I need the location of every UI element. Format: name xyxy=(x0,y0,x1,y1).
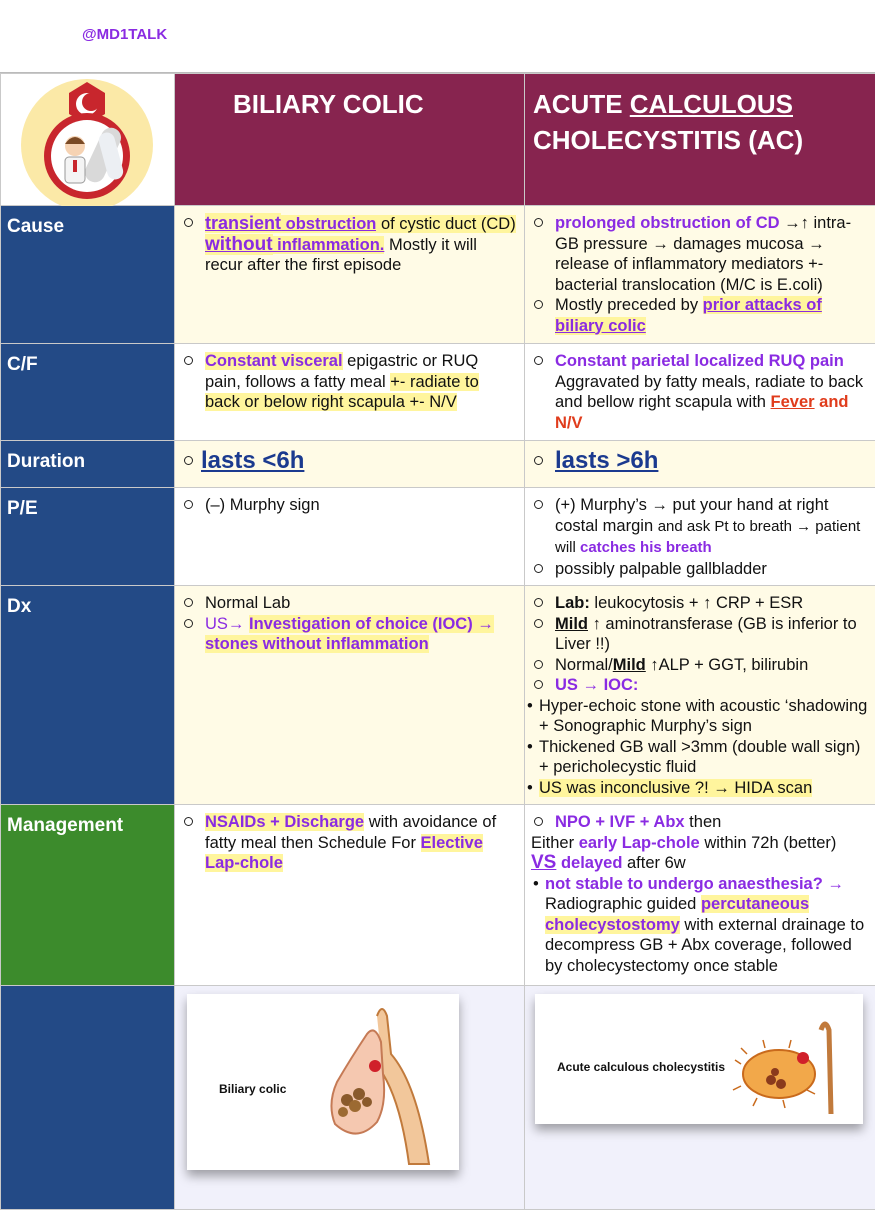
cf-ac-detail xyxy=(531,372,869,434)
cell-cf-bc xyxy=(175,344,525,441)
text-alp: ↑ALP + GGT, bilirubin xyxy=(646,656,808,674)
row-cf xyxy=(1,344,875,441)
row-dx xyxy=(1,586,875,805)
text-constant-visceral: Constant visceral xyxy=(205,352,343,370)
text-recur: Mostly it will recur after the first episode xyxy=(205,236,477,275)
text-nv: and N/V xyxy=(555,393,849,432)
management-ac-bullet xyxy=(531,874,869,977)
text-ask-breath: and ask Pt to breath → patient will xyxy=(555,518,860,557)
header-row xyxy=(1,74,875,206)
figure-label-ac: Acute calculous cholecystitis xyxy=(557,1060,725,1074)
text-without: without xyxy=(205,234,273,255)
management-ac-line-2 xyxy=(531,833,869,854)
row-label-dx: Dx xyxy=(1,586,175,805)
row-management xyxy=(1,805,875,986)
dx-ac-bullet-3 xyxy=(525,778,869,799)
text-then: then xyxy=(685,813,722,831)
text-ioc-stones: Investigation of choice (IOC) → stones without inflammation xyxy=(205,615,494,654)
text-prior-attacks: prior attacks of biliary colic xyxy=(555,296,822,335)
row-label-figures xyxy=(1,986,175,1210)
cause-ac-item-1 xyxy=(531,213,869,295)
dx-ac-bullet-1: • Hyper-echoic stone with acoustic ‘shadowing + Sonographic Murphy’s sign xyxy=(525,696,869,737)
dx-bc-item-1: Normal Lab xyxy=(181,593,518,614)
row-pe xyxy=(1,488,875,586)
cell-cause-bc xyxy=(175,206,525,344)
header-title-ac xyxy=(525,74,875,158)
dx-ac-item-3 xyxy=(531,655,869,676)
management-ac-line-3 xyxy=(531,853,869,874)
dx-ac-bullet-2: • Thickened GB wall >3mm (double wall sign) + pericholecystic fluid xyxy=(525,737,869,778)
text-pressure: →↑ intra-GB pressure → damages mucosa → release of inflammatory mediators +- bacterial translocation (M/C is E.coli) xyxy=(555,214,851,294)
cell-management-ac xyxy=(525,805,875,986)
duration-bc-item xyxy=(181,451,518,474)
text-either: Either xyxy=(531,834,579,852)
cell-duration-ac xyxy=(525,441,875,488)
cause-bc-item xyxy=(181,213,518,276)
text-lasts-more-6h: lasts >6h xyxy=(555,447,658,474)
text-obstruction: obstruction xyxy=(281,215,376,233)
brand-handle: @MD1TALK xyxy=(82,26,167,43)
text-inflammation: inflammation. xyxy=(273,236,385,254)
dx-ac-item-2 xyxy=(531,614,869,655)
row-label-duration: Duration xyxy=(1,441,175,488)
pe-ac-item-1 xyxy=(531,495,869,559)
duration-ac-item xyxy=(531,451,869,474)
text-cystic-duct: of cystic duct (CD) xyxy=(376,215,515,233)
dx-ac-item-4 xyxy=(531,675,869,696)
cell-figure-ac xyxy=(525,986,875,1210)
row-label-management: Management xyxy=(1,805,175,986)
text-murphy-positive: (+) Murphy’s → put your hand at right costal margin xyxy=(555,496,828,535)
figure-acute-cholecystitis xyxy=(535,994,863,1124)
text-hida: US was inconclusive ?! → HIDA scan xyxy=(539,779,812,797)
text-catches-breath: catches his breath xyxy=(580,539,712,556)
cell-figure-bc xyxy=(175,986,525,1210)
dx-ac-item-1 xyxy=(531,593,869,614)
management-ac-item xyxy=(531,812,869,833)
cf-ac-item xyxy=(531,351,869,372)
cell-cf-ac xyxy=(525,344,875,441)
management-bc-item xyxy=(181,812,518,874)
text-percutaneous: percutaneous cholecystostomy xyxy=(545,895,809,934)
row-label-pe: P/E xyxy=(1,488,175,586)
text-constant-parietal: Constant parietal localized RUQ pain xyxy=(555,352,844,370)
text-npo: NPO + IVF + Abx xyxy=(555,813,685,831)
text-72h: within 72h (better) xyxy=(700,834,837,852)
gallbladder-stones-icon xyxy=(187,994,459,1170)
text-prolonged: prolonged obstruction of CD xyxy=(555,214,780,232)
text-us-ioc: US → IOC: xyxy=(555,676,638,694)
row-duration xyxy=(1,441,875,488)
text-drainage: with external drainage to decompress GB + Abx coverage, followed by cholecystectomy once stable xyxy=(545,916,864,975)
row-figures xyxy=(1,986,875,1210)
logo xyxy=(1,74,175,204)
header-biliary-colic xyxy=(175,74,525,206)
text-epigastric: epigastric or RUQ pain, follows a fatty meal xyxy=(205,352,478,391)
text-nsaids: NSAIDs + Discharge xyxy=(205,813,364,831)
cell-pe-ac xyxy=(525,488,875,586)
logo-cell xyxy=(1,74,175,206)
cell-dx-ac xyxy=(525,586,875,805)
text-vs: VS xyxy=(531,852,556,873)
comparison-table xyxy=(0,73,875,1210)
text-avoidance: with avoidance of fatty meal then Schedule For xyxy=(205,813,496,852)
row-cause xyxy=(1,206,875,344)
text-6w: after 6w xyxy=(622,854,685,872)
text-elective: Elective Lap-chole xyxy=(205,834,483,873)
pe-bc-item: (–) Murphy sign xyxy=(181,495,518,516)
text-not-stable: not stable to undergo anaesthesia? → xyxy=(545,875,844,893)
text-preceded: Mostly preceded by xyxy=(555,296,703,314)
header-ac-part1: ACUTE xyxy=(533,89,630,119)
text-mild: Mild xyxy=(555,615,588,633)
header-title-bc: BILIARY COLIC xyxy=(175,74,524,122)
figure-biliary-colic xyxy=(187,994,459,1170)
text-leukocytosis: leukocytosis + ↑ CRP + ESR xyxy=(590,594,803,612)
cell-dx-bc xyxy=(175,586,525,805)
row-label-cause: Cause xyxy=(1,206,175,344)
header-acute-cholecystitis xyxy=(525,74,875,206)
text-transient: transient xyxy=(205,213,281,233)
text-delayed: delayed xyxy=(556,854,622,872)
text-us-arrow: US→ xyxy=(205,615,249,633)
text-fever: Fever xyxy=(771,393,815,411)
row-label-cf: C/F xyxy=(1,344,175,441)
cell-cause-ac xyxy=(525,206,875,344)
text-lab: Lab: xyxy=(555,594,590,612)
figure-label-bc: Biliary colic xyxy=(219,1082,286,1096)
header-ac-part3: CHOLECYSTITIS (AC) xyxy=(533,125,803,155)
doctor-logo-icon xyxy=(1,74,175,206)
text-mild-2: Mild xyxy=(613,656,646,674)
text-lasts-less-6h: lasts <6h xyxy=(201,447,304,474)
text-aminotransferase: ↑ aminotransferase (GB is inferior to Liver !!) xyxy=(555,615,857,654)
pe-ac-item-2: possibly palpable gallbladder xyxy=(531,559,869,580)
cell-duration-bc xyxy=(175,441,525,488)
text-normal: Normal/ xyxy=(555,656,613,674)
inflamed-gallbladder-icon xyxy=(535,994,863,1124)
text-radiographic: Radiographic guided xyxy=(545,895,701,913)
cell-pe-bc xyxy=(175,488,525,586)
cell-management-bc xyxy=(175,805,525,986)
text-radiate: +- radiate to back or below right scapula +- N/V xyxy=(205,373,479,412)
text-aggravated: Aggravated by fatty meals, radiate to back and bellow right scapula with xyxy=(555,373,863,412)
text-early-lap: early Lap-chole xyxy=(579,834,700,852)
cf-bc-item xyxy=(181,351,518,413)
dx-bc-item-2 xyxy=(181,614,518,655)
header-ac-part2: CALCULOUS xyxy=(630,89,793,119)
cause-ac-item-2 xyxy=(531,295,869,336)
